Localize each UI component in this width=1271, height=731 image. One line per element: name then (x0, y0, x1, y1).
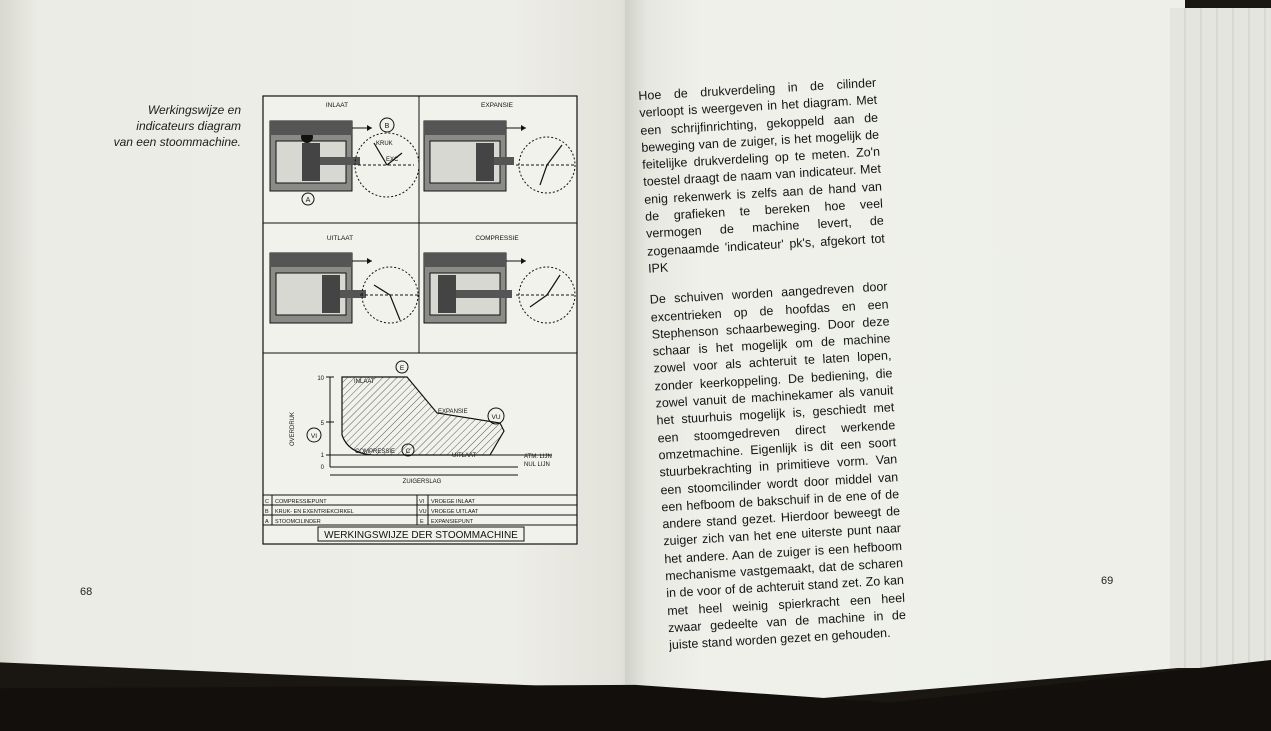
marker-c: C (405, 448, 411, 455)
tick-0: 0 (320, 465, 324, 471)
label-kruk: KRUK (376, 141, 393, 147)
diagram-label-compressie: COMPRESSIE (355, 449, 396, 455)
right-body-text (638, 75, 908, 669)
marker-a: A (305, 197, 311, 204)
steam-engine-figure (262, 95, 578, 545)
piston (302, 143, 320, 181)
diagram-label-nul: NUL LIJN (524, 462, 550, 468)
legend-code: A (265, 519, 269, 525)
paragraph: De schuiven worden aangedreven door excentrieken op de hoofdas en een Stephenson schaarbeweging. Door deze schaar is het mogelijk om de machine zowel voor als achteruit te laten lopen, zonder keerkoppeling. De bediening, die zowel vanuit de machinekamer als vanuit het stuurhuis mogelijk is, geschiedt met een stoomgedreven direct werkende omzetmachine. Eigenlijk is dit een soort stuurbekrachting in primitieve vorm. Van een stoomcilinder wordt door middel van een hefboom de bakschuif in de ene of de andere stand gezet. Hierdoor beweegt de zuiger zich van het ene uiterste punt naar het andere. Aan de zuiger is een hefboom mechanisme vastgemaakt, dat de scharen in de voor of de achteruit stand zet. Zo kan met heel weinig spierkracht een heel zwaar gedeelte van de machine in de juiste stand worden gezet en gehouden. (649, 279, 907, 653)
diagram-label-atm: ATM. LIJN (524, 454, 552, 460)
legend-text: VROEGE INLAAT (431, 499, 475, 505)
paragraph: Hoe de drukverdeling in de cilinder verloopt is weergeven in het diagram. Met een schrijfinrichting, gekoppeld aan de beweging van de zuiger, is het mogelijk de feitelijke drukverdeling op te meten. Zo'n toestel draagt de naam van indicateur. Met enig rekenwerk is zelfs aan de hand van de grafieken te bereken hoe veel vermogen de machine levert, de zogenaamde 'indicateur' pk's, afgekort tot IPK (638, 75, 886, 276)
label-exc: EXC (386, 157, 399, 163)
legend-code: B (265, 509, 269, 515)
figure-caption (51, 102, 241, 150)
panel-title-inlaat: INLAAT (325, 102, 349, 109)
legend-code: E (420, 519, 424, 525)
tick-1: 1 (320, 453, 324, 459)
caption-line: van een stoommachine. (113, 135, 241, 149)
legend-text: COMPRESSIEPUNT (275, 499, 327, 505)
page-number-right: 69 (1101, 575, 1114, 587)
piston-rod (320, 157, 360, 165)
legend-code: VU (419, 509, 427, 515)
legend-code: VI (419, 499, 425, 505)
legend-code: C (265, 499, 269, 505)
legend-text: KRUK- EN EXENTRIEKCIRKEL (275, 509, 354, 515)
legend-text: VROEGE UITLAAT (431, 509, 479, 515)
diagram-label-uitlaat: UITLAAT (452, 453, 477, 459)
marker-vi: VI (310, 433, 318, 440)
panel-title-expansie: EXPANSIE (480, 102, 514, 109)
marker-b: B (384, 123, 390, 130)
panel-title-uitlaat: UITLAAT (326, 235, 354, 242)
panel-title-compressie: COMPRESSIE (475, 235, 519, 242)
diagram-label-expansie: EXPANSIE (438, 409, 468, 415)
diagram-label-inlaat: INLAAT (354, 379, 375, 385)
label-overdruk: OVERDRUK (290, 411, 296, 447)
tick-10: 10 (317, 376, 324, 382)
legend-text: STOOMCILINDER (275, 519, 321, 525)
marker-vu: VU (491, 414, 501, 421)
tick-5: 5 (320, 421, 324, 427)
caption-line: Werkingswijze en (147, 103, 241, 117)
caption-line: indicateurs diagram (136, 119, 241, 133)
legend-text: EXPANSIEPUNT (431, 519, 474, 525)
page-edges (1170, 8, 1271, 668)
page-number-left: 68 (80, 586, 93, 598)
diagram-label-zuigerslag: ZUIGERSLAG (402, 479, 442, 485)
figure-title: WERKINGSWIJZE DER STOOMMACHINE (324, 530, 518, 541)
marker-e: E (399, 365, 405, 372)
figure-svg (262, 95, 578, 545)
